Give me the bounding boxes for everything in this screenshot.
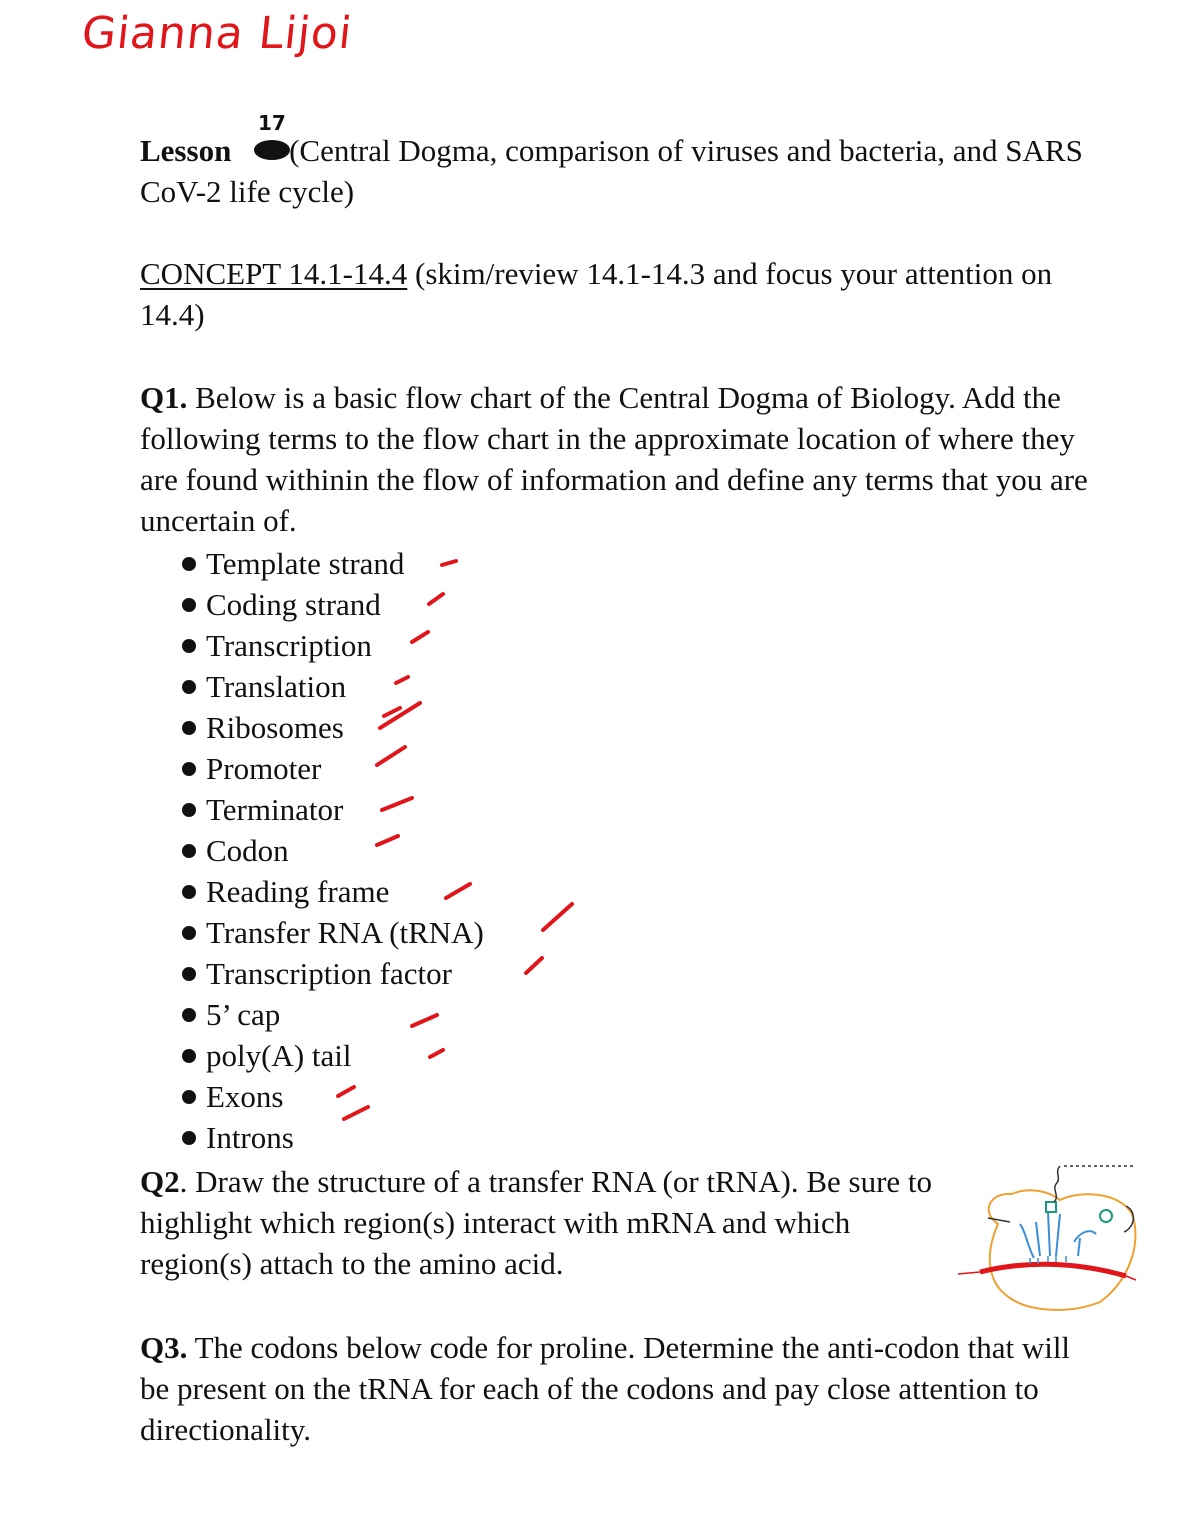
list-item [180,953,484,994]
term-label: Reading frame [206,874,390,909]
mrna-strand [980,1264,1126,1276]
amino-acid-icon [1046,1202,1056,1212]
check-mark-icon [543,904,572,930]
q1-text: Below is a basic flow chart of the Central Dogma of Biology. Add the following terms to the flow chart in the approximate location of where they are found withinin the flow of information and define any terms that you are uncertain of. [140,380,1088,538]
q2-line1-text: . Draw the structure of a transfer RNA (or tRNA). Be sure to [179,1164,933,1199]
q3-text: The codons below code for proline. Determine the anti-codon that will be present on the tRNA for each of the codons and pay close attention to directionality. [140,1330,1071,1447]
bullet-icon [182,1131,196,1145]
term-label: Exons [206,1079,284,1114]
bullet-icon [182,762,196,776]
q3-label: Q3. [140,1330,188,1365]
list-item [180,707,484,748]
trna-middle [1048,1212,1060,1256]
bullet-icon [182,803,196,817]
term-label: Ribosomes [206,710,344,745]
ribosome-outline [989,1190,1136,1310]
list-item [180,994,484,1035]
list-item [180,625,484,666]
q2-line-2: highlight which region(s) interact with mRNA and which [140,1205,851,1240]
list-item [180,830,484,871]
q2-line-3: region(s) attach to the amino acid. [140,1246,564,1281]
trna-ribosome-sketch [950,1152,1140,1322]
handwritten-name: Gianna Lijoi [79,8,355,59]
concept-label: CONCEPT 14.1-14.4 [140,256,408,291]
bullet-icon [182,844,196,858]
amino-acid-icon [1100,1210,1112,1222]
question-1 [140,377,1100,541]
lesson-label: Lesson [140,133,232,168]
bullet-icon [182,557,196,571]
concept-text: (skim/review 14.1-14.3 and focus your attention on 14.4) [140,256,1053,332]
term-list [180,543,484,1158]
bullet-icon [182,598,196,612]
bullet-icon [182,680,196,694]
question-3 [140,1327,1100,1450]
term-label: poly(A) tail [206,1038,352,1073]
lesson-heading [140,130,1100,212]
list-item [180,912,484,953]
term-label: Transcription factor [206,956,452,991]
q2-label: Q2 [140,1164,180,1199]
term-label: Transcription [206,628,372,663]
concept-heading [140,253,1100,335]
bullet-icon [182,639,196,653]
term-label: Transfer RNA (tRNA) [206,915,484,950]
bullet-icon [182,1090,196,1104]
list-item [180,789,484,830]
lesson-description: (Central Dogma, comparison of viruses and bacteria, and SARS CoV-2 life cycle) [140,133,1083,209]
term-label: Codon [206,833,289,868]
term-label: Terminator [206,792,344,827]
list-item [180,748,484,789]
term-label: Translation [206,669,347,704]
term-label: Template strand [206,546,405,581]
term-label: 5’ cap [206,997,281,1032]
lesson-number: 17 [258,111,286,135]
trna-left [1020,1222,1040,1258]
list-item [180,1117,484,1158]
list-item [180,666,484,707]
bullet-icon [182,1008,196,1022]
list-item [180,1035,484,1076]
q1-label: Q1. [140,380,188,415]
list-item [180,584,484,625]
term-label: Promoter [206,751,322,786]
trna-right [1074,1231,1096,1256]
bullet-icon [182,926,196,940]
bullet-icon [182,721,196,735]
bullet-icon [182,967,196,981]
list-item [180,543,484,584]
bullet-icon [182,885,196,899]
term-label: Introns [206,1120,294,1155]
term-label: Coding strand [206,587,381,622]
list-item [180,871,484,912]
bullet-icon [182,1049,196,1063]
list-item [180,1076,484,1117]
check-mark-icon [526,958,542,973]
